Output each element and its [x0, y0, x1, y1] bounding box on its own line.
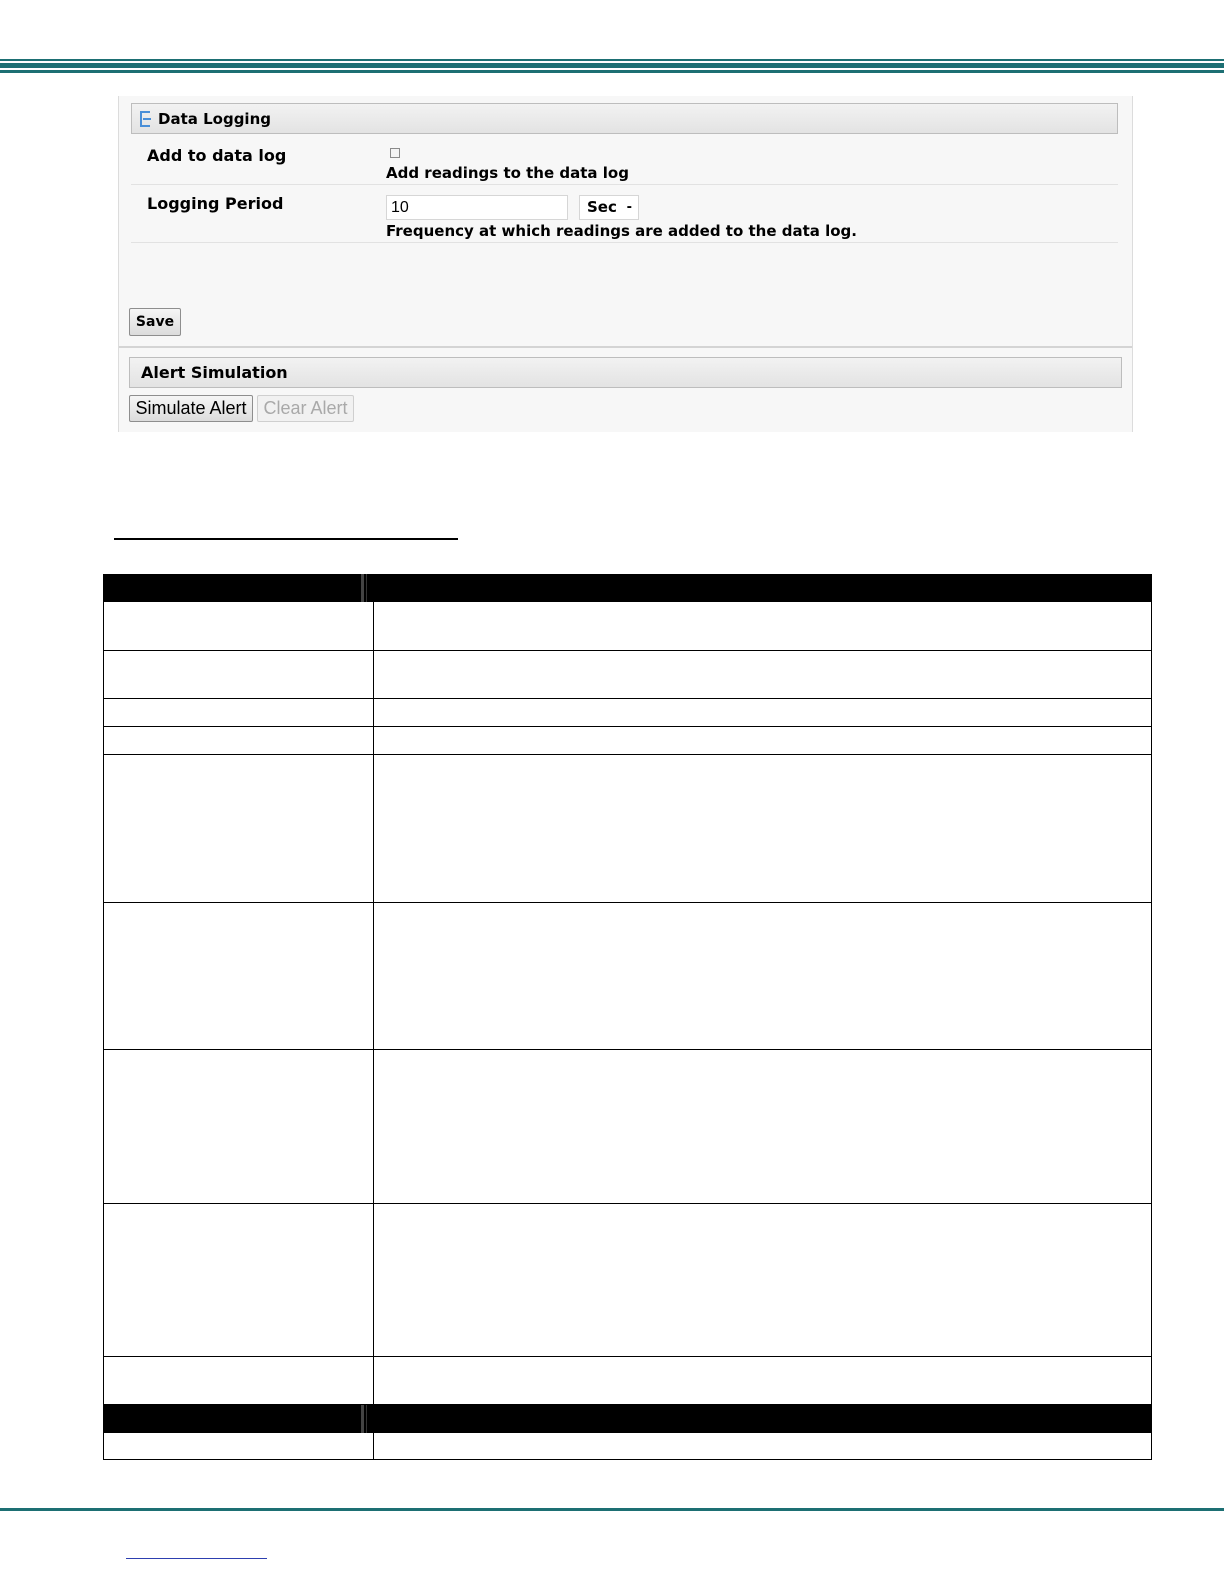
panel-separator: [119, 346, 1132, 348]
save-button[interactable]: Save: [129, 308, 181, 336]
row-divider: [131, 184, 1118, 185]
header-rule: [0, 59, 1224, 73]
clear-alert-button[interactable]: Clear Alert: [257, 395, 354, 422]
data-logging-header[interactable]: [131, 103, 1118, 134]
table-row: [103, 1433, 1152, 1460]
chevron-down-icon: -: [626, 200, 632, 215]
logging-period-label: Logging Period: [147, 194, 284, 213]
table-row: [103, 755, 1152, 903]
footer-link-underline[interactable]: [126, 1558, 267, 1559]
add-to-log-hint: Add readings to the data log: [386, 164, 629, 182]
alert-simulation-header: [129, 357, 1122, 388]
logging-period-hint: Frequency at which readings are added to the data log.: [386, 222, 857, 240]
table-header-row: [103, 574, 1152, 602]
table-row: [103, 1204, 1152, 1357]
collapse-icon[interactable]: [140, 111, 150, 127]
row-divider: [131, 242, 1118, 243]
section-title: Alert Simulation: [141, 363, 288, 382]
add-to-log-checkbox[interactable]: [390, 148, 400, 158]
table-row: [103, 1357, 1152, 1405]
logging-period-input[interactable]: 10: [386, 195, 568, 220]
table-header-row: [103, 1405, 1152, 1433]
table-row: [103, 727, 1152, 755]
settings-panel: [118, 96, 1133, 432]
logging-period-unit-select[interactable]: [579, 195, 639, 220]
unit-value: Sec: [587, 198, 617, 216]
simulate-alert-button[interactable]: Simulate Alert: [129, 395, 253, 422]
table-row: [103, 699, 1152, 727]
table-row: [103, 903, 1152, 1050]
add-to-log-label: Add to data log: [147, 146, 287, 165]
table-row: [103, 651, 1152, 699]
description-table: [103, 574, 1152, 1460]
heading-underline: [114, 538, 458, 540]
table-row: [103, 602, 1152, 651]
footer-rule: [0, 1508, 1224, 1511]
section-title: Data Logging: [158, 110, 271, 128]
table-row: [103, 1050, 1152, 1204]
